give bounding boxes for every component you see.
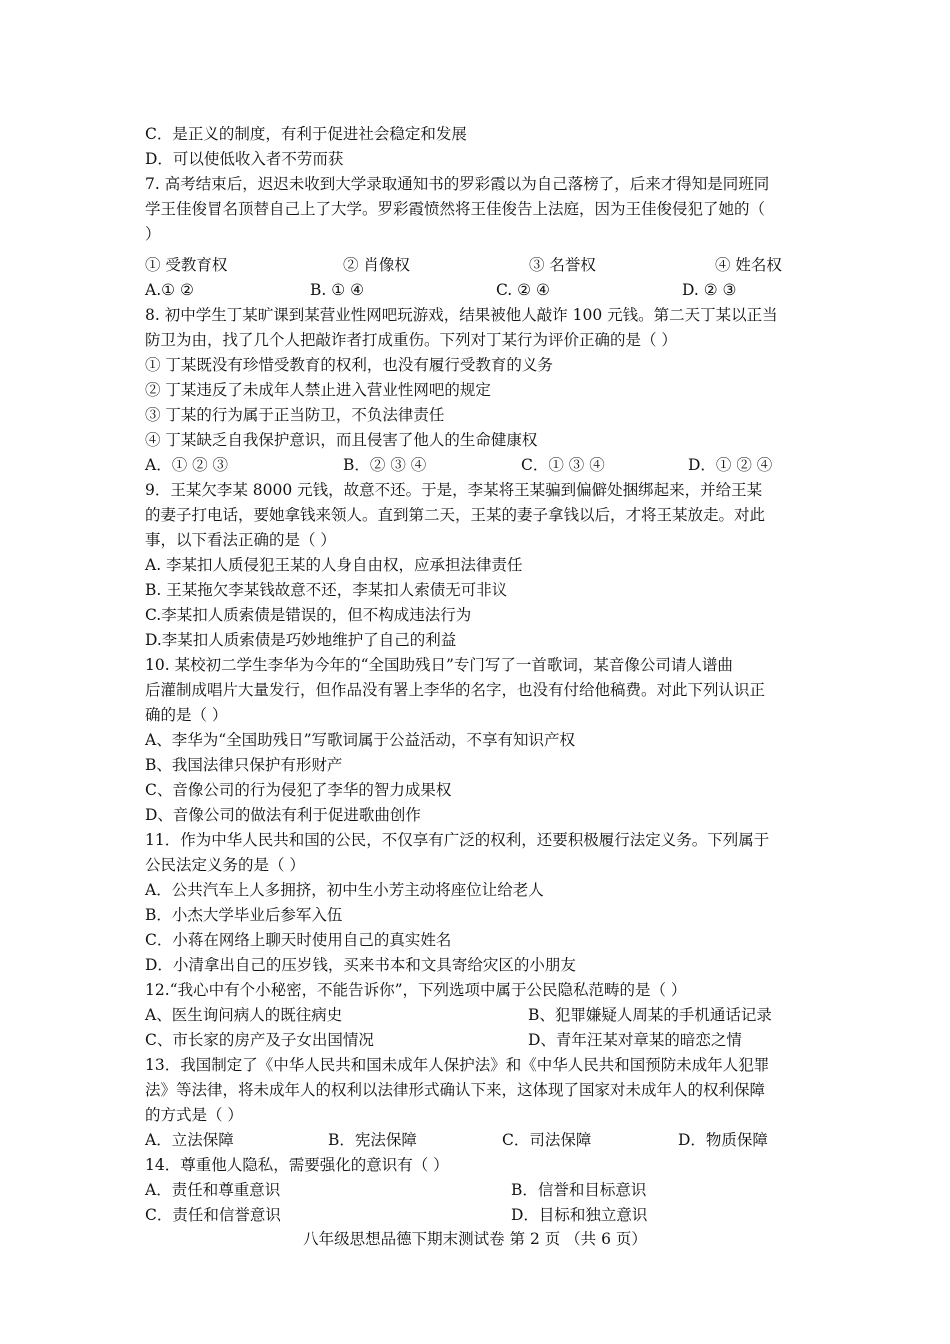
q14-choice: B．信誉和目标意识: [511, 1181, 647, 1199]
q14-choice: A．责任和尊重意识: [145, 1181, 281, 1199]
q8-choice: A．① ② ③: [145, 456, 229, 474]
q13-choice: A．立法保障: [145, 1131, 234, 1149]
q12-stem-line: 12.“我心中有个小秘密，不能告诉你”，下列选项中属于公民隐私范畴的是（ ）: [145, 981, 687, 999]
q7-choice: A.① ②: [145, 281, 194, 299]
q14-choice: C．责任和信誉意识: [145, 1206, 281, 1224]
q7-stem-line: 学王佳俊冒名顶替自己上了大学。罗彩霞愤然将王佳俊告上法庭，因为王佳俊侵犯了她的（: [145, 200, 766, 218]
q7-item: ② 肖像权: [343, 256, 410, 274]
q8-item: ② 丁某违反了未成年人禁止进入营业性网吧的规定: [145, 381, 491, 399]
q6-option-c: C．是正义的制度，有利于促进社会稳定和发展: [145, 125, 467, 143]
q7-choice: D. ② ③: [682, 281, 737, 299]
q9-option: A. 李某扣人质侵犯王某的人身自由权，应承担法律责任: [145, 556, 523, 574]
q13-choice: C．司法保障: [502, 1131, 592, 1149]
q12-choice: C、市长家的房产及子女出国情况: [145, 1031, 374, 1049]
q14-choice: D．目标和独立意识: [511, 1206, 648, 1224]
q10-option: B、我国法律只保护有形财产: [145, 756, 343, 774]
q10-stem-line: 确的是（ ）: [145, 706, 228, 724]
q14-stem-line: 14．尊重他人隐私，需要强化的意识有（ ）: [145, 1156, 449, 1174]
q9-option: D.李某扣人质索债是巧妙地维护了自己的利益: [145, 631, 457, 649]
q10-option: D、音像公司的做法有利于促进歌曲创作: [145, 806, 421, 824]
q12-choice: D、青年汪某对章某的暗恋之情: [528, 1031, 742, 1049]
q13-choice: D．物质保障: [678, 1131, 768, 1149]
q9-stem-line: 事，以下看法正确的是（ ）: [145, 531, 336, 549]
q8-choice: C．① ③ ④: [521, 456, 605, 474]
q8-choice: D．① ② ④: [688, 456, 773, 474]
q7-choice: B. ① ④: [310, 281, 364, 299]
q7-stem-line: ）: [145, 225, 161, 243]
q9-stem-line: 的妻子打电话，要她拿钱来领人。直到第二天，王某的妻子拿钱以后，才将王某放走。对此: [145, 506, 766, 524]
q7-stem-line: 7. 高考结束后，迟迟未收到大学录取通知书的罗彩霞以为自己落榜了，后来才得知是同班同: [145, 175, 770, 193]
q11-option: A．公共汽车上人多拥挤，初中生小芳主动将座位让给老人: [145, 881, 544, 899]
q10-option: C、音像公司的行为侵犯了李华的智力成果权: [145, 781, 452, 799]
q8-item: ④ 丁某缺乏自我保护意识，而且侵害了他人的生命健康权: [145, 431, 538, 449]
q8-choice: B．② ③ ④: [343, 456, 427, 474]
q11-option: C．小蒋在网络上聊天时使用自己的真实姓名: [145, 931, 452, 949]
q8-stem-line: 8. 初中学生丁某旷课到某营业性网吧玩游戏，结果被他人敲诈 100 元钱。第二天丁某以正当: [145, 306, 778, 324]
q7-item: ③ 名誉权: [529, 256, 596, 274]
q11-option: B．小杰大学毕业后参军入伍: [145, 906, 343, 924]
q8-item: ① 丁某既没有珍惜受教育的权利，也没有履行受教育的义务: [145, 356, 553, 374]
q13-choice: B．宪法保障: [328, 1131, 417, 1149]
q12-choice: B、犯罪嫌疑人周某的手机通话记录: [528, 1006, 772, 1024]
q9-stem-line: 9．王某欠李某 8000 元钱，故意不还。于是，李某将王某骗到偏僻处捆绑起来，并给王某: [145, 481, 763, 499]
page-footer: 八年级思想品德下期末测试卷 第 2 页 （共 6 页）: [303, 1230, 647, 1248]
q11-stem-line: 11．作为中华人民共和国的公民，不仅享有广泛的权利，还要积极履行法定义务。下列属于: [145, 831, 770, 849]
q7-choice: C. ② ④: [496, 281, 550, 299]
q7-item: ④ 姓名权: [715, 256, 782, 274]
q8-item: ③ 丁某的行为属于正当防卫，不负法律责任: [145, 406, 445, 424]
q8-stem-line: 防卫为由，找了几个人把敲诈者打成重伤。下列对丁某行为评价正确的是（ ）: [145, 331, 677, 349]
q11-option: D．小清拿出自己的压岁钱，买来书本和文具寄给灾区的小朋友: [145, 956, 576, 974]
q9-option: C.李某扣人质索债是错误的，但不构成违法行为: [145, 606, 472, 624]
q9-option: B. 王某拖欠李某钱故意不还，李某扣人索债无可非议: [145, 581, 508, 599]
q7-item: ① 受教育权: [145, 256, 228, 274]
q10-stem-line: 后灌制成唱片大量发行，但作品没有署上李华的名字，也没有付给他稿费。对此下列认识正: [145, 681, 766, 699]
q6-option-d: D．可以使低收入者不劳而获: [145, 150, 344, 168]
q13-stem-line: 的方式是（ ）: [145, 1106, 243, 1124]
q10-option: A、李华为“全国助残日”写歌词属于公益活动，不享有知识产权: [145, 731, 576, 749]
q12-choice: A、医生询问病人的既往病史: [145, 1006, 343, 1024]
q13-stem-line: 13．我国制定了《中华人民共和国未成年人保护法》和《中华人民共和国预防未成年人犯罪: [145, 1056, 770, 1074]
q11-stem-line: 公民法定义务的是（ ）: [145, 856, 305, 874]
q13-stem-line: 法》等法律，将未成年人的权利以法律形式确认下来，这体现了国家对未成年人的权利保障: [145, 1081, 766, 1099]
q10-stem-line: 10. 某校初二学生李华为今年的“全国助残日”专门写了一首歌词，某音像公司请人谱曲: [145, 656, 733, 674]
